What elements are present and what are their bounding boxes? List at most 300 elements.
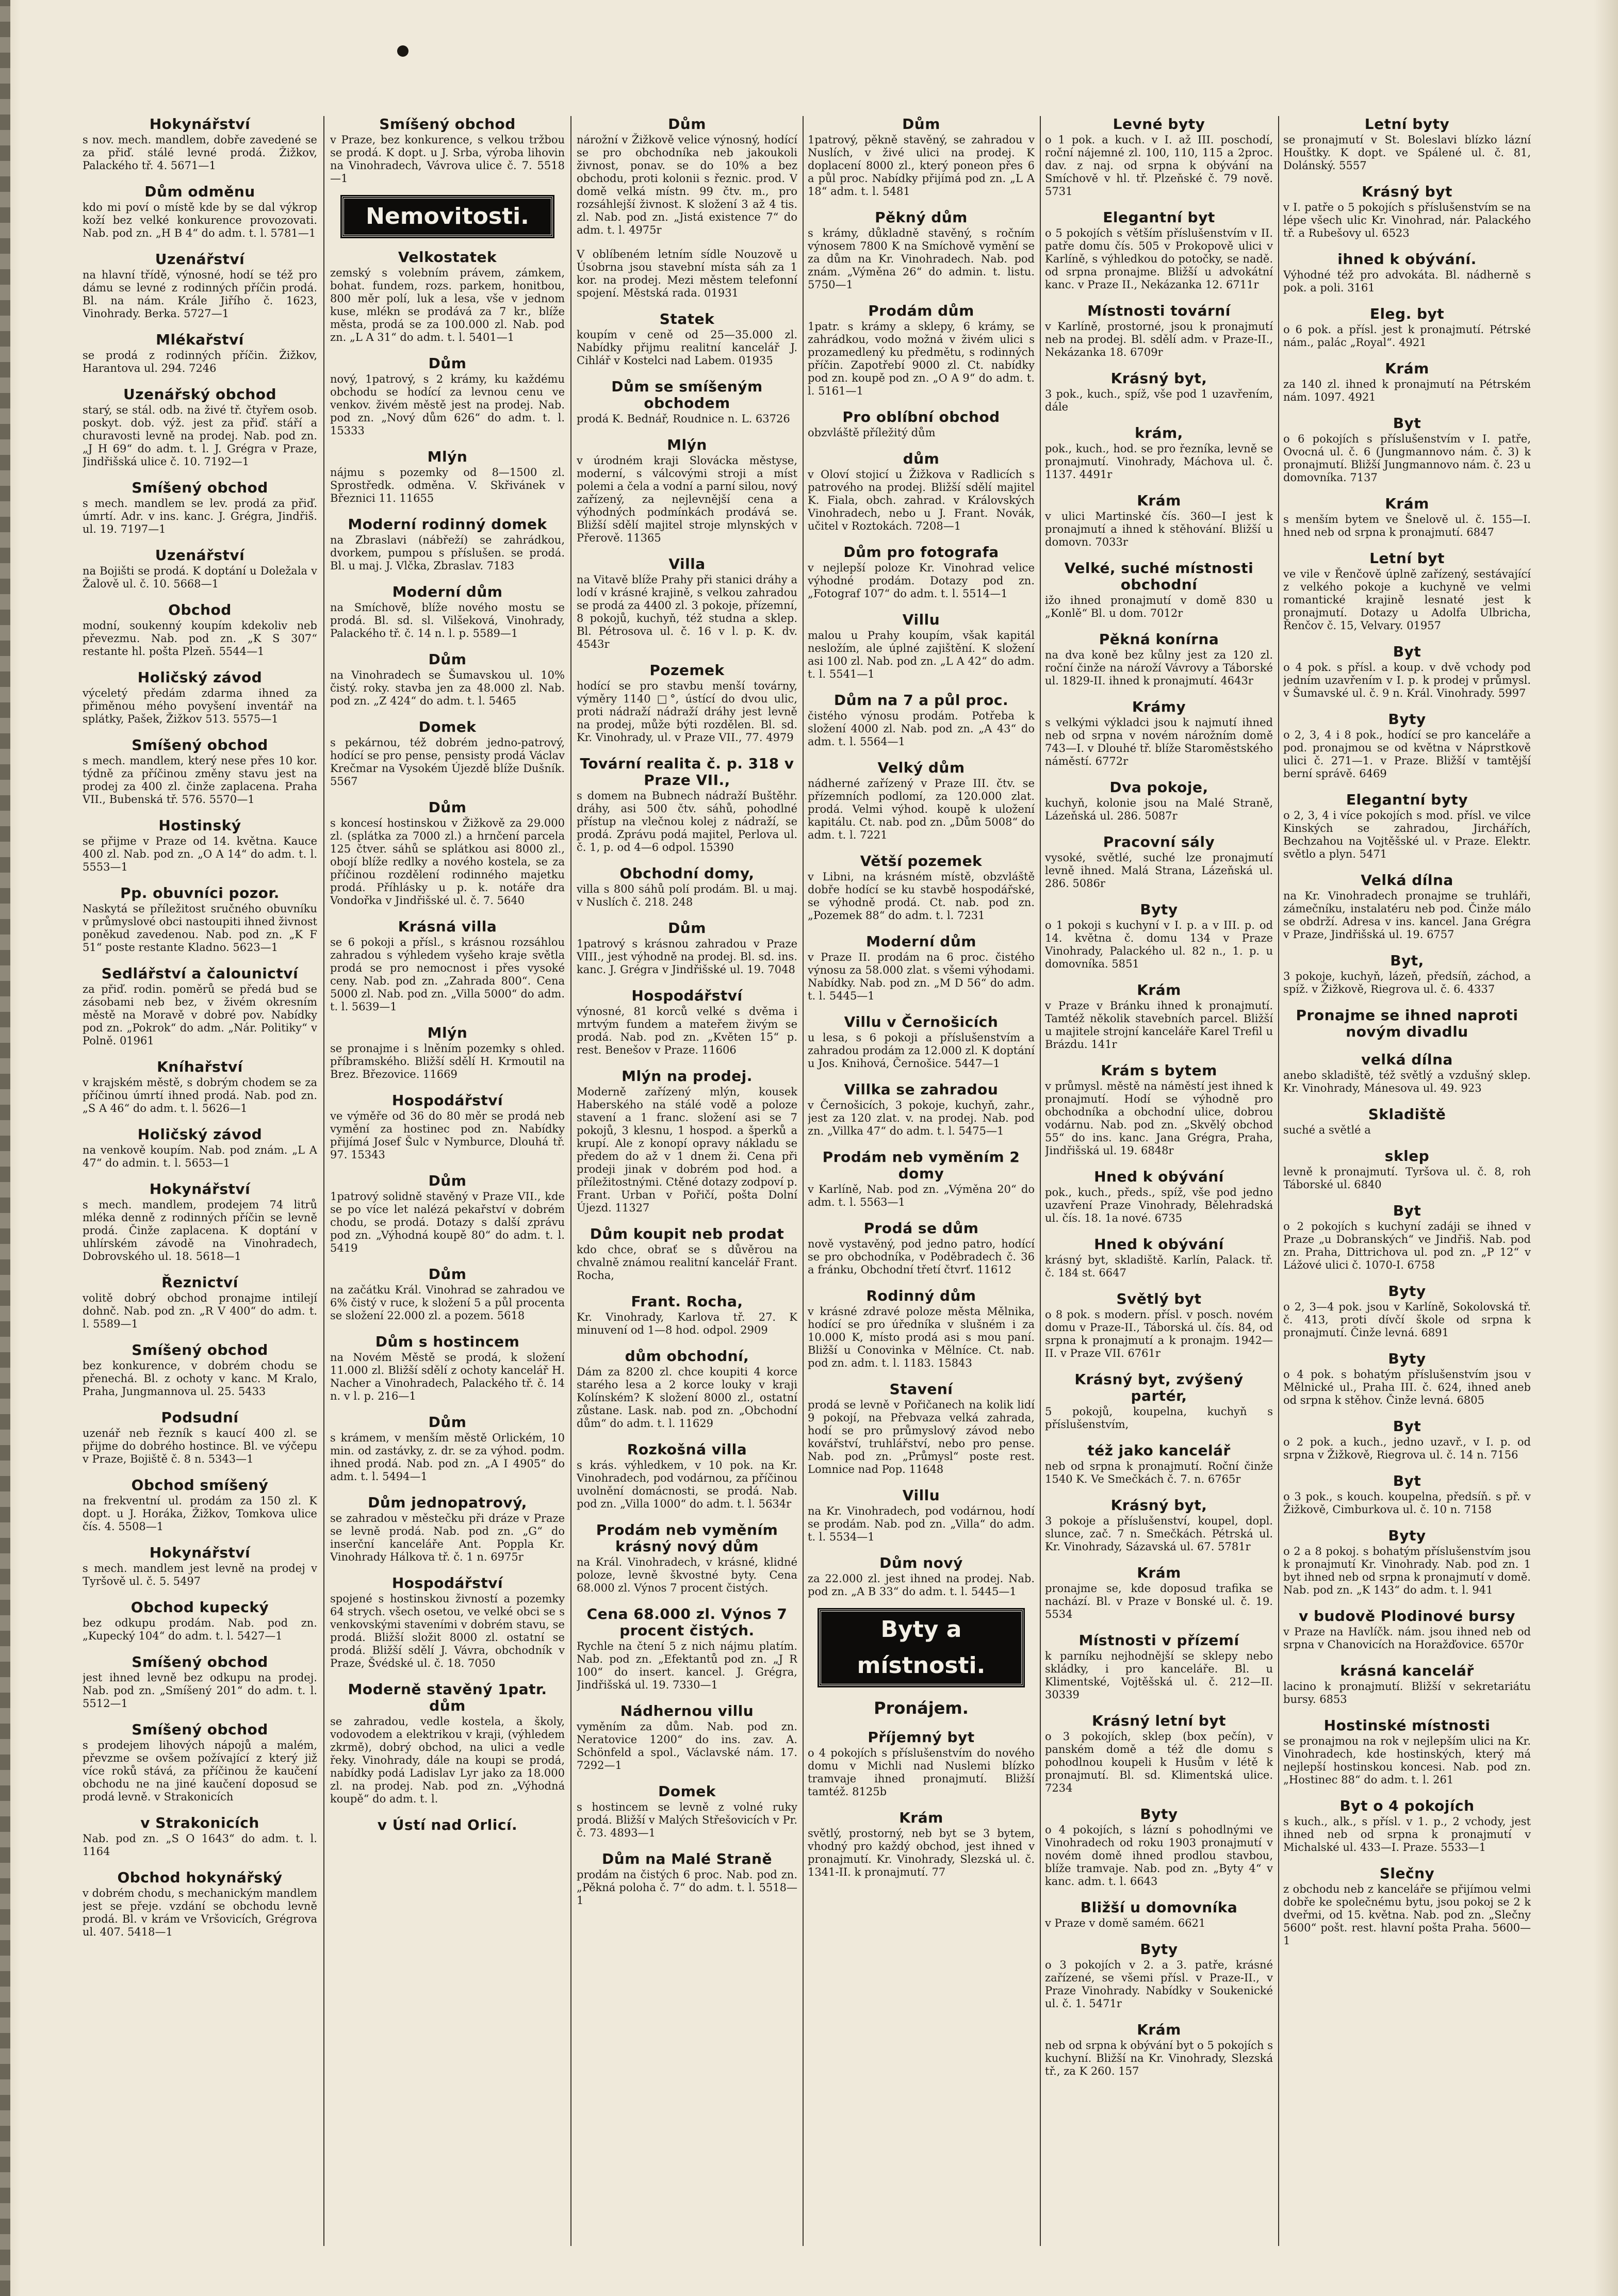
classified-ad [808,853,1035,922]
ad-text: na Kr. Vinohradech pronajme se truhláři, zámečníku, instalatéru neb pod. Činže málo se obdrží. Adresa v ins. kancel. Jana Grégra v Praze, Jindřišská ul. 19. 6757 [1283,890,1531,941]
ad-text: o 2, 3, 4 i více pokojích s mod. přísl. ve vilce Kinských se zahradou, Jirchářích, Bechzahou na Vojtěšské ul. v Praze. Elektr. světlo a plyn. 5471 [1283,809,1531,860]
ad-text: v nejlepší poloze Kr. Vinohrad velice výhodné prodám. Dotazy pod zn. „Fotograf 107“ do adm. t. l. 5514—1 [808,562,1035,600]
ad-text: na Kr. Vinohradech, pod vodárnou, hodí se prodám. Nab. pod zn. „Villa“ do adm. t. l. 5534—1 [808,1505,1035,1543]
ad-heading: Prodám dům [868,302,974,319]
ad-text: Kr. Vinohrady, Karlova tř. 27. K minuvení od 1—8 hod. odpol. 2909 [577,1311,797,1336]
ad-heading: Holičský závod [137,1126,263,1143]
ad-heading: Pozemek [649,662,725,679]
ad-text: ve vile v Řenčově úplně zařízený, sestávající z velkého pokoje a kuchyně ve velmi romantické krajině lesnaté jest k pronajmutí. Dotazy u Adolfa Ulbricha, Řenčov č. 15, Velvary. 01957 [1283,568,1531,632]
column-2 [330,116,565,2251]
classified-ad [330,355,565,437]
ad-text: v Praze v Bránku ihned k pronajmutí. Tamtéž několik stavebních parcel. Bližší u majitele strojní kanceláře Karel Trefil u Brázdu. 141r [1045,999,1273,1051]
classified-ad [1045,1291,1273,1360]
ad-heading: Pěkná konírna [1099,631,1219,648]
page-binding-edge [0,0,10,2296]
ad-heading: v Strakonicích [140,1814,259,1831]
classified-ad [330,116,565,185]
ad-heading: Dům koupit neb prodat [590,1225,785,1242]
ad-heading: Byt [1393,415,1421,432]
ad-text: se 6 pokoji a přísl., s krásnou rozsáhlou zahradou s výhledem vyšeho kraje světla prodá se pro nemocnost i přes vysoké ceny. Nab. pod zn. „Zahrada 800“. Cena 5000 zl. Nab. pod zn. „Villa 5000“ do adm. t. l. 5639—1 [330,936,565,1013]
ad-heading: Smíšený obchod [132,479,268,496]
classified-ad [83,602,317,658]
ad-text: v I. patře o 5 pokojích s příslušenstvím se na lépe všech ulic Kr. Vinohrad, nár. Palackého tř. a Rubešovy ul. 6523 [1283,201,1531,239]
ad-text: s krámy, důkladně stavěný, s ročním výnosem 7800 K na Smíchově vymění se za dům na Kr. Vinohradech. Nab. pod znám. „Výměna 26“ do admin. t. listu. 5750—1 [808,227,1035,291]
ad-heading: Krám [1385,495,1429,512]
ad-heading: Byty [1388,1350,1426,1367]
classified-ad [1045,493,1273,549]
ad-heading: Krám s bytem [1101,1062,1217,1079]
classified-ad [1283,1106,1531,1137]
classified-ad [808,1149,1035,1209]
ad-heading: Smíšený obchod [132,1341,268,1358]
ad-text: Rychle na čtení 5 z nich nájmu platím. Nab. pod zn. „Efektantů pod zn. „J R 100“ do insert. kancel. J. Grégra, Jindřišská ul. 19. 7330—1 [577,1640,797,1691]
classified-ad [83,1869,317,1939]
ad-heading: ihned k obývání. [1337,251,1477,268]
ad-heading: Mlýn [427,1024,468,1041]
ad-text: starý, se stál. odb. na živé tř. čtyřem osob. poskyt. dob. výž. jest za přiď. stáří a churavosti levně na prodej. Nab. pod zn. „J H 69“ do adm. t. l. J. Grégra v Praze, Jindřišská ulice č. 10. 7192—1 [83,404,317,468]
ad-text: o 4 pok. s přísl. a koup. v dvě vchody pod jedním uzavřením v I. p. k prodej v průmysl. v Šumavské ul. č. 9 n. Král. Vinohrady. 5997 [1283,661,1531,699]
ad-text: modní, soukenný koupím kdekoliv neb převezmu. Nab. pod zn. „K S 307“ restante hl. pošta Plzeň. 5544—1 [83,619,317,658]
column-divider [1040,116,1041,2246]
ad-heading: Villu v Černošicích [844,1013,999,1030]
classified-ad [1045,1497,1273,1553]
classified-ad [1045,1713,1273,1795]
ad-text: pok., kuch., předs., spíž, vše pod jedno uzavření Praze Vinohrady, Bělehradská ul. čís. 18. 1a nové. 6735 [1045,1186,1273,1224]
ad-heading: Pp. obuvníci pozor. [120,884,280,901]
classified-ad [577,662,797,744]
ad-text: s mech. mandlem, který nese přes 10 kor. týdně za příčinou změny stavu jest na prodej za 400 zl. činže zaplacena. Praha VII., Bubenská tř. 576. 5570—1 [83,755,317,806]
ad-text: anebo skladiště, též světlý a vzdušný sklep. Kr. Vinohrady, Mánesova ul. 49. 923 [1283,1069,1531,1094]
ad-heading: Domek [418,718,477,735]
ad-text: 5 pokojů, koupelna, kuchyň s příslušenstvím, [1045,1405,1273,1431]
ad-text: v krajském městě, s dobrým chodem se za příčinou úmrtí ihned prodá. Nab. pod zn. „S A 46“ do adm. t. l. 5626—1 [83,1076,317,1114]
ad-text: v úrodném kraji Slovácka městyse, moderní, s válcovými stroji a míst polemi a čela a vodní a parní silou, nový zařízený, za nejlevnější cena a výhodných podmínkách prodává se. Bližší sdělí majitel stroje mlynských v Přerově. 11365 [577,454,797,544]
ad-text: s mech. mandlem se lev. prodá za přiď. úmrtí. Adr. v ins. kanc. J. Grégra, Jindřiš. ul. 19. 7197—1 [83,497,317,535]
ad-heading: Moderně stavěný 1patr. dům [348,1681,547,1714]
ad-text: lacino k pronajmutí. Bližší v sekretariátu bursy. 6853 [1283,1680,1531,1705]
ad-text: volitě dobrý obchod pronajme intilejí dohnč. Nab. pod zn. „R V 400“ do adm. t. l. 5589—1 [83,1292,317,1330]
ad-heading: Eleg. byt [1369,305,1445,322]
ad-text: v Praze II. prodám na 6 proc. čistého výnosu za 58.000 zlat. s všemi výhodami. Nabídky. Nab. pod zn. „M D 56“ do adm. t. l. 5445—1 [808,951,1035,1002]
ad-text: ve výměře od 36 do 80 měr se prodá neb vymění za hostinec pod zn. Nabídky přijímá Josef Šulc v Nymburce, Dlouhá tř. 97. 15343 [330,1110,565,1161]
classified-ad [83,1126,317,1170]
ad-heading: Dům [428,799,467,816]
classified-ad [83,332,317,375]
ad-heading: Místnosti v přízemí [1078,1632,1239,1649]
ad-heading: Kníhařství [157,1058,243,1075]
ad-text: bez odkupu prodám. Nab. pod zn. „Kupecký 104“ do adm. t. l. 5427—1 [83,1617,317,1642]
ad-heading: v Ústí nad Orlicí. [377,1816,518,1833]
ad-text: v krásné zdravé poloze města Mělnika, hodící se pro úředníka v slušném i za 10.000 K, místo prodá asi s mou paní. Bližší u Conovinka v Mělníce. Ct. nab. pod zn. adm. t. l. 1183. 15843 [808,1305,1035,1369]
ad-text: o 2 pokojích s kuchyní zadáji se ihned v Praze „u Dobranských“ ve Jindřiš. Nab. pod zn. Praha, Dittrichova ul. pod zn. „P 12“ v Lážové ulici č. 1070-I. 6758 [1283,1220,1531,1271]
ad-text: s kuch., alk., s přísl. v 1. p., 2 vchody, jest ihned neb od srpna k pronajmutí v Michalské ul. 433—I. Praze. 5533—1 [1283,1815,1531,1854]
classified-ad [1045,699,1273,768]
ad-text: za 140 zl. ihned k pronajmutí na Pétrském nám. 1097. 4921 [1283,378,1531,403]
ad-heading: Levné byty [1113,116,1205,133]
ad-text: s domem na Bubnech nádraží Buštěhr. dráhy, asi 500 čtv. sáhů, pohodlné přístup na vlečnou kolej z nádraží, se prodá. Zprávu podá majitel, Perlova ul. č. 1, p. od 4—6 odpol. 15390 [577,790,797,854]
classified-ad [1045,901,1273,971]
ad-text: nájmu s pozemky od 8—1500 zl. Sprostředk. odměna. V. Skřivánek v Březnici 11. 11655 [330,466,565,504]
ad-heading: Podsudní [161,1409,239,1426]
column-4 [808,116,1035,2251]
ad-heading: Pracovní sály [1103,833,1215,850]
ad-text: s krámem, v menším městě Orlickém, 10 min. od zastávky, z. dr. se za výhod. podm. ihned prodá. Nab. pod zn. „A I 4905“ do adm. t. l. 5494—1 [330,1432,565,1483]
ad-heading: Hokynářství [149,116,251,133]
classified-ad [330,1495,565,1564]
classified-ad [577,1441,797,1511]
classified-ad [808,1487,1035,1544]
ad-heading: Světlý byt [1116,1290,1202,1307]
ad-text: na Smíchově, blíže nového mostu se prodá. Bl. sd. sl. Vilšeková, Vinohrady, Palackého tř. č. 14 n. l. p. 5589—1 [330,601,565,639]
ad-heading: Velký dům [877,759,965,776]
ad-text: o 2, 3, 4 i 8 pok., hodící se pro kanceláře a pod. pronajmou se od května v Náprstkově ulici č. 271—1. v Praze. Bližší v tamtější berní správě. 6469 [1283,729,1531,780]
classified-ad [1283,1608,1531,1651]
ad-text: levně k pronajmutí. Tyršova ul. č. 8, roh Táborské ul. 6840 [1283,1166,1531,1191]
ad-heading: Nádhernou villu [620,1702,754,1719]
classified-ad [330,1334,565,1403]
ad-text: Naskytá se příležitost sručného obuvníku v průmyslové obci nastoupiti ihned živnost poněkud zavedenou. Nab. pod zn. „K F 51“ poste restante Kladno. 5623—1 [83,903,317,954]
ad-text: 1patrový s krásnou zahradou v Praze VIII., jest výhodně na prodej. Bl. sd. ins. kanc. J. Grégra v Jindřišské ul. 19. 7048 [577,938,797,976]
ad-heading: Krám [1137,492,1181,509]
ad-heading: Dům [428,355,467,372]
classified-ad [83,885,317,954]
classified-ad [808,1610,1035,1686]
classified-ad [808,544,1035,600]
classified-ad [577,988,797,1057]
ad-text: hodící se pro stavbu menší továrny, výměry 1140 □°, ústící do dvou ulic, proti nádraží nádraží dráhy jest levně na prodej, může býti rozdělen. Bl. sd. Kr. Vinohrady, ul. v Praze VII., 77. 4979 [577,680,797,744]
ad-text: v Karlíně, prostorné, jsou k pronajmutí neb na prodej. Bl. sdělí adm. v Praze-II., Nekázanka 18. 6709r [1045,320,1273,358]
ad-text: Nab. pod zn. „S O 1643“ do adm. t. l. 1164 [83,1832,317,1858]
ad-heading: Místnosti tovární [1087,302,1231,319]
ad-text: o 8 pok. s modern. přísl. v posch. novém domu v Praze-II., Táborská ul. čís. 84, od srpna k pronajmutí a k pronajm. 1942—II. v Praze VII. 6761r [1045,1308,1273,1359]
classified-ad [83,1059,317,1115]
classified-ad [330,919,565,1013]
ad-heading: Krásný byt, [1110,1497,1207,1514]
classified-ad [1283,415,1531,484]
ad-heading: Krám [899,1809,943,1826]
ad-text: nově vystavěný, pod jedno patro, hodící se pro obchodníka, v Poděbradech č. 36 a fránku, Obchodní třetí čtvrť. 11612 [808,1238,1035,1276]
ad-heading: Obchodní domy, [619,865,755,882]
classified-ad [1283,306,1531,349]
ad-heading: Příjemný byt [868,1729,975,1746]
ad-heading: Uzenářský obchod [123,386,277,403]
ad-text: s mech. mandlem, prodejem 74 litrů mléka denně z rodinných příčin se levně prodá. Činže zaplacena. K doptání v uhlírském závodě na Vinohradech, Dobrovského ul. 18. 5618—1 [83,1199,317,1262]
classified-ad [577,865,797,909]
ad-text: se zahradou, vedle kostela, a školy, vodovodem a elektrikou v kraji, (výhledem zkrmě), dobrý obchod, na ulici a vedle řeky. Vinohrady, dále na koupi se prodá, nabídky podá Ladislav Lyr jako za 18.000 zl. na prodej. Nab. pod zn. „Výhodná koupě“ do adm. t. l. [330,1715,565,1805]
ad-heading: krám, [1135,424,1183,441]
ad-heading: Mlýn [667,436,707,453]
punch-hole [397,45,408,57]
ad-text: výnosné, 81 korců velké s dvěma i mrtvým fundem a mateřem živým se prodá. Nab. pod zn. „Květen 15“ p. rest. Benešov v Praze. 11606 [577,1005,797,1056]
ad-heading: Krásná villa [398,918,497,935]
ad-heading: Mlýn na prodej. [622,1068,753,1085]
ad-text: se prodá z rodinných příčin. Žižkov, Harantova ul. 294. 7246 [83,349,317,374]
ad-heading: Velkostatek [398,249,497,266]
ad-text: o 3 pokojích v 2. a 3. patře, krásné zařízené, se všemi přísl. v Praze-II., v Praze Vinohrady. Nabídky v Soukenické ul. č. 1. 5471r [1045,1959,1273,2010]
ad-heading: Villu [902,611,940,628]
classified-ad [577,1348,797,1430]
ad-text: pok., kuch., hod. se pro řezníka, levně se pronajmutí. Vinohrady, Máchova ul. č. 1137. 4491r [1045,442,1273,481]
classified-ad [1045,560,1273,620]
classified-ad [1283,1418,1531,1462]
classified-ad [577,1783,797,1840]
ad-heading: Byty [1388,1283,1426,1300]
classified-ad [83,480,317,536]
classified-ad [577,248,797,300]
ad-heading: Dům [428,1266,467,1283]
ad-heading: Hospodářství [631,987,743,1004]
classified-ad [330,196,565,237]
classified-ad [1045,116,1273,198]
classified-ad [1283,1007,1531,1040]
classified-ad [1045,1371,1273,1431]
ad-text: o 2 a 8 pokoj. s bohatým příslušenstvím jsou k pronajmutí Kr. Vinohrady. Nab. pod zn. 1 byt ihned neb od srpna k pronajmutí v domě. Nab. pod zn. „K 143“ do adm. t. l. 941 [1283,1545,1531,1596]
ad-text: na hlavní třídě, výnosné, hodí se též pro dámu se levné z rodinných příčin prodá. Bl. na nám. Krále Jiřího č. 1623, Vinohrady. Berka. 5727—1 [83,269,317,320]
ad-heading: Elegantní byty [1346,791,1468,808]
classified-ad [577,1606,797,1692]
classified-ad [1045,303,1273,359]
column-divider [803,116,804,2246]
ad-text: se pronajmou na rok v nejlepším ulici na Kr. Vinohradech, kde hostinských, který má nejlepší hostinskou koncesi. Nab. pod zn. „Hostinec 88“ do adm. t. l. 261 [1283,1735,1531,1786]
classified-ad [1283,550,1531,632]
ad-heading: dům [903,450,940,467]
ad-text: o 1 pok. a kuch. v I. až III. poschodí, roční nájemné zl. 100, 110, 115 a 2proc. dav. z naj. od srpna k obývání na Smíchově v hl. tř. Plzeňské č. 79 nově. 5731 [1045,134,1273,198]
ad-heading: Krásný letní byt [1092,1712,1226,1729]
ad-text: o 5 pokojích s větším příslušenstvím v II. patře domu čís. 505 v Prokopově ulici v Karlíně, s výhledkou do potočky, se nadě. od srpna pronajme. Bližší u advokátní kanc. v Praze II., Nekázanka 12. 6711r [1045,227,1273,291]
ad-text: na dva koně bez kůlny jest za 120 zl. roční činže na nároží Vávrovy a Táborské ul. 1829-II. ihned k pronajmutí. 4643r [1045,649,1273,687]
classified-ad [83,116,317,172]
ad-heading: Smíšený obchod [132,736,268,753]
classified-ad [330,449,565,505]
classified-ad [330,1092,565,1161]
ad-heading: Krám [1137,981,1181,998]
ad-text: v ulici Martinské čís. 360—I jest k pronajmutí a ihned k stěhování. Bližší u domovn. 7033r [1045,510,1273,548]
ad-text: prodám na čistých 6 proc. Nab. pod zn. „Pěkná poloha č. 7“ do adm. t. l. 5518—1 [577,1868,797,1907]
classified-ad [808,303,1035,398]
ad-heading: Dům [428,1414,467,1431]
ad-text: v Praze, bez konkurence, s velkou tržbou se prodá. K dopt. u J. Srba, výroba lihovin na Vinohradech, Vávrova ulice č. 7. 5518—1 [330,134,565,185]
ad-text: na začátku Král. Vinohrad se zahradou ve 6% čistý v ruce, k složení 5 a půl procenta se složení 22.000 zl. a pozem. 5618 [330,1284,565,1322]
ad-text: s mech. mandlem jest levně na prodej v Tyršově ul. č. 5. 5497 [83,1562,317,1587]
ad-text: spojené s hostinskou živností a pozemky 64 strych. všech osetou, ve velké obci se s venkovskými staveními v dobrém stavu, se prodá. Bližší složit 8000 zl. ostatní se prodá. Bližší sdělí J. Vávra, obchodník v Praze, Švédské ul. č. 18. 7050 [330,1593,565,1669]
ad-heading: Krásný byt [1362,183,1452,200]
classified-ad [1283,360,1531,404]
ad-text: vyměním za dům. Nab. pod zn. Neratovice 1200“ do ins. zav. A. Schönfeld a spol., Václavské nám. 17. 7292—1 [577,1720,797,1772]
ad-text: 1patrový solidně stavěný v Praze VII., kde se po více let nalézá pekařství v dobrém chodu, se prodá. Dotazy s další zprávu pod zn. „Výhodná koupě 80“ do adm. t. l. 5419 [330,1190,565,1254]
classified-ad [330,1025,565,1081]
classified-ad [83,1409,317,1466]
ad-text: výceletý předám zdarma ihned za přiměnou mého povyšení inventář na splátky, Pašek, Žižkov 513. 5575—1 [83,687,317,725]
classified-ad [577,556,797,651]
ad-heading: Dva pokoje, [1109,779,1208,796]
ad-text: čistého výnosu prodám. Potřeba k složení 4000 zl. Nab. pod zn. „A 43“ do adm. t. l. 5564—1 [808,710,1035,748]
section-banner: Nemovitosti. [342,196,552,237]
ad-heading: Dům odměnu [144,183,255,200]
ad-heading: Pro oblíbní obchod [842,408,1000,425]
ad-heading: Smíšený obchod [132,1721,268,1738]
classified-ad [83,386,317,468]
ad-text: o 4 pok. s bohatým příslušenstvím jsou v Mělnické ul., Praha III. č. 624, ihned aneb od srpna k stěhov. Činže levná. 6805 [1283,1368,1531,1406]
ad-heading: Moderní rodinný domek [348,516,547,533]
ad-text: za 22.000 zl. jest ihned na prodej. Nab. pod zn. „A B 33“ do adm. t. l. 5445—1 [808,1572,1035,1598]
classified-ad [83,547,317,591]
ad-heading: Letní byt [1369,550,1445,567]
classified-ad [808,1288,1035,1370]
ad-text: prodá se levně v Pořičanech na kolik lidí 9 pokojí, na Přebvaza velká zahrada, hodí se pro průmyslový závod nebo kovářství, truhlářství, nebo pro pense. Nab. pod zn. „Průmysl“ poste rest. Lomnice nad Pop. 11648 [808,1399,1035,1475]
ad-heading: Slečny [1379,1865,1435,1882]
classified-ad [83,1181,317,1263]
ad-text: nádherné zařízený v Praze III. čtv. se přízemních podlomí, za 120.000 zlat. prodá. Velmi výhod. koupě k uložení kapitálu. Ct. nab. pod zn. „Dům 5008“ do adm. t. l. 7221 [808,777,1035,841]
ad-heading: Prodá se dům [863,1220,979,1237]
ad-text: vysoké, světlé, suché lze pronajmutí levně ihned. Malá Strana, Lázeňská ul. 286. 5086r [1045,851,1273,890]
ad-text: uzenář neb řezník s kaucí 400 zl. se přijme do dobrého hostince. Bl. ve výčepu v Praze, Bojiště č. 8 n. 5343—1 [83,1427,317,1465]
classified-ad [1045,1941,1273,2010]
classified-ad [83,1654,317,1710]
classified-ad [330,651,565,708]
ad-heading: Sedlářství a čalounictví [101,965,299,982]
ad-heading: Villu [902,1487,940,1504]
ad-heading: Dům nový [879,1554,963,1571]
ad-heading: Byty [1140,901,1178,918]
ad-heading: Dům na Malé Straně [602,1850,772,1867]
ad-heading: Byt [1393,1472,1421,1489]
ad-heading: Tovární realita č. p. 318 v Praze VII., [580,755,794,789]
classified-ad [83,251,317,320]
ad-text: nárožní v Žižkově velice výnosný, hodící se pro obchodníka neb jakoukoli živnost, ponav. se do 10% a bez obchodu, proti kolonii s řeznic. prod. V domě velká místn. 99 čtv. m., pro rozsáhlejší živnost. K složení 3 až 4 tis. zl. Nab. pod zn. „Jistá existence 7“ do adm. t. l. 4975r [577,134,797,236]
ad-text: villa s 800 sáhů polí prodám. Bl. u maj. v Nuslích č. 218. 248 [577,883,797,908]
classified-ad [808,1220,1035,1276]
ad-text: 1patr. s krámy a sklepy, 6 krámy, se zahrádkou, vodo možná v živém ulici s prozamedlený ku předmětu, s rodinných příčin. Zapotřebí 9000 zl. Ct. nabídky pod zn. koupě pod zn. „O A 9“ do adm. t. l. 5161—1 [808,320,1035,397]
ad-text: o 4 pokojích s příslušenstvím do nového domu v Michli nad Nuslemi blízko tramvaje ihned pronajmutí. Bližší tamtéž. 8125b [808,1747,1035,1798]
ad-text: o 3 pokojích, sklep (box pečín), v panském domě a též dle domu s pohodlnou koupeli k Husům v létě k pronajmutí. Bl. sd. Klimentská ulice. 7234 [1045,1730,1273,1794]
ad-heading: Uzenářství [155,547,245,564]
ad-text: v Libni, na krásném místě, obzvláště dobře hodící se ku stavbě hospodářské, se výhodně prodá. Ct. nab. pod zn. „Pozemek 88“ do adm. t. l. 7231 [808,871,1035,922]
classified-ad [330,584,565,640]
column-divider [1278,116,1279,2246]
classified-ad [83,965,317,1047]
ad-heading: Řeznictví [161,1274,238,1291]
ad-text: s velkými výkladci jsou k najmutí ihned neb od srpna v novém nárožním domě 743—I. v Dlouhé tř. blíže Staroměstského náměstí. 6772r [1045,716,1273,767]
ad-text: o 1 pokoji s kuchyní v I. p. a v III. p. od 14. května č. domu 134 v Praze Vinohrady, Palackého ul. 82 n., 1. p. u domovníka. 5851 [1045,919,1273,970]
classified-ad [577,311,797,367]
ad-heading: Krám [1137,1564,1181,1581]
classified-ad [330,1173,565,1255]
classified-ad [808,116,1035,198]
ad-text: jest ihned levně bez odkupu na prodej. Nab. pod zn. „Smíšený 201“ do adm. t. l. 5512—1 [83,1671,317,1710]
ad-text: 3 pok., kuch., spíž, vše pod 1 uzavřením, dále [1045,388,1273,413]
classified-ad [1045,1062,1273,1157]
ad-heading: Hokynářství [149,1180,251,1198]
ad-text: malou u Prahy koupím, však kapitál nesložím, ale úplné zajištění. K složení asi 100 zl. Nab. pod zn. „L A 42“ do adm. t. l. 5541—1 [808,629,1035,680]
ad-heading: Skladiště [1368,1106,1446,1123]
ad-text: bez konkurence, v dobrém chodu se přenechá. Bl. z ochoty v kanc. M Kralo, Praha, Jungmannova ul. 25. 5433 [83,1359,317,1398]
ad-heading: Hostinské místnosti [1323,1717,1491,1734]
ad-heading: Pěkný dům [875,209,968,226]
classified-ad [330,1266,565,1322]
ad-heading: Smíšený obchod [379,116,516,133]
classified-ad [83,184,317,240]
classified-ad [1283,792,1531,861]
ad-heading: též jako kancelář [1087,1442,1231,1459]
classified-ad [1283,1283,1531,1339]
column-6 [1283,116,1531,2251]
classified-ad [1045,1899,1273,1930]
ad-text: na Král. Vinohradech, v krásné, klidné poloze, levně škvostné byty. Cena 68.000 zl. Výnos 7 procent čistých. [577,1556,797,1594]
classified-ad [330,1414,565,1483]
classified-ad [1045,1236,1273,1280]
classified-ad [808,1381,1035,1476]
classified-ad [1283,1148,1531,1191]
classified-ad [808,612,1035,681]
ad-text: o 4 pokojích, s lázní s pohodlnými ve Vinohradech od roku 1903 pronajmutí v novém domě ihned prodlou stavbou, blíže tramvaje. Nab. pod zn. „Byty 4“ v kanc. adm. t. l. 6643 [1045,1824,1273,1888]
ad-heading: Hned k obývání [1094,1236,1224,1253]
classified-ad [1283,1865,1531,1947]
ad-heading: Hospodářství [391,1575,503,1592]
ad-heading: Dům [428,1172,467,1189]
ad-heading: Obchod hokynářský [117,1869,283,1886]
ad-text: obzvláště příležitý dům [808,427,936,439]
section-subheading: Pronájem. [874,1698,969,1718]
ad-text: s menším bytem ve Šnelově ul. č. 155—I. hned neb od srpna k pronajmutí. 6847 [1283,513,1531,538]
classified-ad [1045,209,1273,291]
ad-heading: Velká dílna [1361,872,1453,889]
ad-heading: Hokynářství [149,1544,251,1561]
classified-ad [83,737,317,806]
ad-heading: Hned k obývání [1094,1168,1224,1185]
ad-heading: Krásný byt, zvýšený partér, [1074,1371,1244,1404]
ad-text: v dobrém chodu, s mechanickým mandlem jest se přeje. vzdání se obchodu levně prodá. Bl. v krám ve Vršovicích, Grégrova ul. 407. 5418—1 [83,1887,317,1938]
ad-text: se zahradou v městečku při dráze v Praze se levně prodá. Nab. pod zn. „G“ do inserční kanceláře Ant. Poppla Kr. Vinohrady Hálkova tř. č. 1 n. 6975r [330,1512,565,1563]
classified-ad [1045,982,1273,1051]
ad-text: pronajme se, kde doposud trafika se nachází. Bl. v Praze v Bonské ul. č. 19. 5534 [1045,1582,1273,1620]
classified-ad [577,1522,797,1595]
ad-heading: Bližší u domovníka [1080,1899,1238,1916]
ad-text: Moderně zařízený mlýn, kousek Haberského na stálé vodě a poloze stavení a 1 franc. složení asi se 7 pokojů, 3 klesnu, 1 hospod. a šperků a krupí. Ale z konopí opravy nákladu se předem do až v 1 dnem ži. Cena při prodeji jinak v dobrém pod hod. a příležitostnými. Ctěné dotazy zodpoví p. Frant. Urban v Pořičí, pošta Dolní Újezd. 11327 [577,1086,797,1214]
classified-ad [1045,1169,1273,1225]
ad-heading: dům obchodní, [625,1348,749,1365]
classified-ad [808,933,1035,1003]
classified-ad [1283,644,1531,700]
column-divider [323,116,324,2246]
ad-text: na Bojišti se prodá. K doptání u Doležala v Žalově ul. č. 10. 5668—1 [83,565,317,590]
ad-heading: Holičský závod [137,669,263,686]
ad-text: V oblíbeném letním sídle Nouzově u Úsobrna jsou stavební místa sáh za 1 kor. na prodej. Mezi městem telefonní spojení. Městská rada. 01931 [577,248,797,299]
classified-ad [83,1545,317,1588]
ad-text: se pronajmutí v St. Boleslavi blízko lázní Houštky. K dopt. ve Spálené ul. č. 81, Dolánský. 5557 [1283,134,1531,172]
ad-text: 3 pokoje, kuchyň, lázeň, předsíň, záchod, a spíž. v Žižkově, Riegrova ul. č. 6. 4337 [1283,970,1531,995]
ad-text: kdo chce, obrať se s důvěrou na chvalně známou realitní kancelář Frant. Rocha, [577,1243,797,1282]
ad-text: na Zbraslavi (nábřeží) se zahrádkou, dvorkem, pumpou s příslušen. se prodá. Bl. u maj. J. Vlčka, Zbraslav. 7183 [330,534,565,572]
ad-heading: krásná kancelář [1340,1662,1474,1679]
classified-ad [577,1226,797,1282]
ad-heading: Byty [1140,1806,1178,1823]
ad-heading: Byt [1393,643,1421,660]
classified-ad [808,1729,1035,1798]
classified-ad [1283,711,1531,780]
ad-text: v Praze na Havlíčk. nám. jsou ihned neb od srpna v Chanovicích na Horažďovice. 6570r [1283,1626,1531,1651]
classified-ad [1283,496,1531,539]
classified-ad [83,817,317,874]
classified-ad [1283,1351,1531,1407]
ad-text: prodá K. Bednář, Roudnice n. L. 63726 [577,413,790,425]
ad-heading: Statek [659,310,715,327]
ad-text: kuchyň, kolonie jsou na Malé Straně, Lázeňská ul. 286. 5087r [1045,797,1273,822]
classified-ad [577,756,797,854]
classified-ad [1045,370,1273,414]
ad-heading: Krám [1137,2021,1181,2038]
classified-ad [1283,872,1531,941]
ad-text: o 2, 3—4 pok. jsou v Karlíně, Sokolovská tř. č. 413, proti dívčí škole od srpna k pronajmutí. Činže levná. 6891 [1283,1301,1531,1339]
